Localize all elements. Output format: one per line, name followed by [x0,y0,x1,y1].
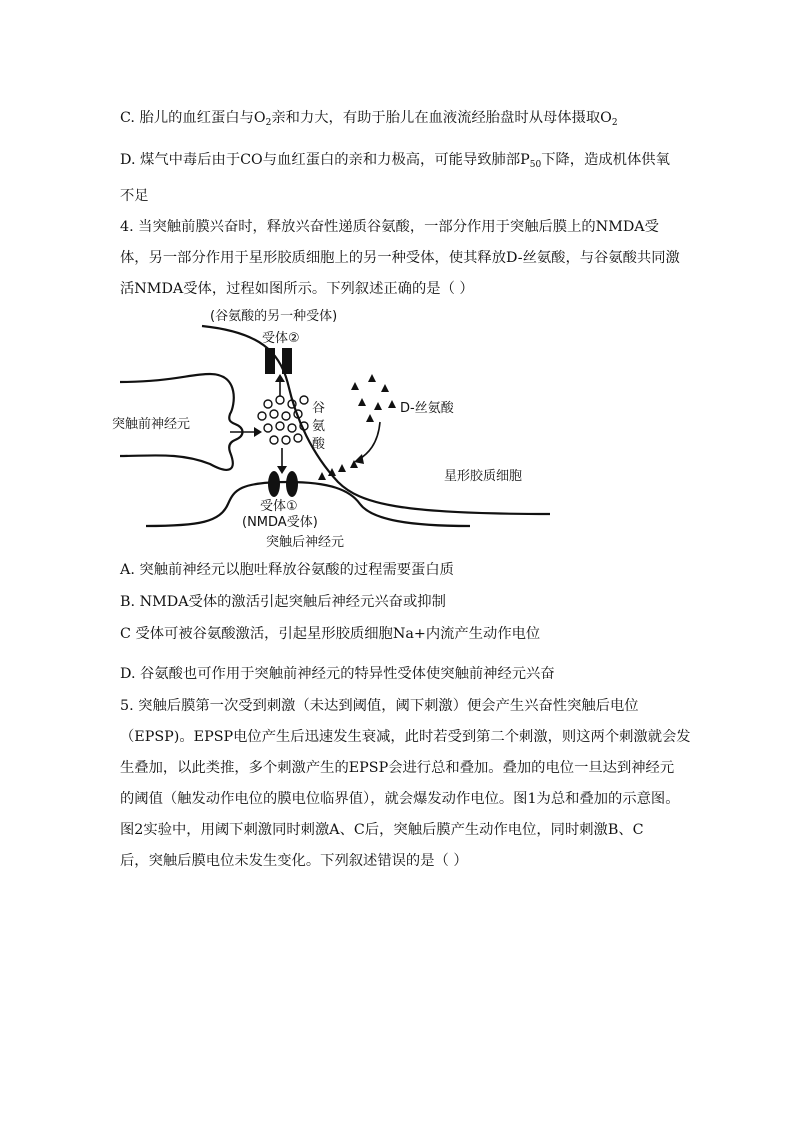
question-5-line1: 5. 突触后膜第一次受到刺激（未达到阈值，阈下刺激）便会产生兴奋性突触后电位 [120,698,639,714]
option-d-prev-line2: 不足 [120,188,149,204]
question-5-line2: （EPSP)。EPSP电位产生后迅速发生衰减，此时若受到第二个刺激，则这两个刺激就会发 [120,729,691,745]
label-glu-2: 氨 [312,419,326,434]
question-5-line4: 的阈值（触发动作电位的膜电位临界值），就会爆发动作电位。图1为总和叠加的示意图。 [120,791,680,807]
label-d-serine: D-丝氨酸 [400,401,454,416]
arrow-heads [254,374,364,474]
question-4-line1: 4. 当突触前膜兴奋时，释放兴奋性递质谷氨酸，一部分作用于突触后膜上的NMDA受 [120,219,659,235]
label-postsynaptic-neuron: 突触后神经元 [266,535,345,550]
label-receptor-1: 受体① [260,499,298,514]
arrows [230,380,380,468]
option-4a: A. 突触前神经元以胞吐释放谷氨酸的过程需要蛋白质 [120,562,454,578]
synapse-diagram [110,304,550,554]
label-glu-3: 酸 [312,437,326,452]
receptor-1-left [268,471,280,497]
label-astrocyte: 星形胶质细胞 [444,469,523,484]
option-4d: D. 谷氨酸也可作用于突触前神经元的特异性受体使突触前神经元兴奋 [120,666,555,682]
question-4-line2: 体，另一部分作用于星形胶质细胞上的另一种受体，使其释放D-丝氨酸，与谷氨酸共同激 [120,250,680,266]
label-presynaptic-neuron: 突触前神经元 [112,417,191,432]
question-5-line6: 后，突触后膜电位未发生变化。下列叙述错误的是（ ） [120,853,468,869]
option-4b: B. NMDA受体的激活引起突触后神经元兴奋或抑制 [120,594,446,610]
astrocyte-membrane [202,326,550,514]
receptor-2-right [282,348,292,374]
label-glu-1: 谷 [312,401,326,416]
label-nmda-receptor: (NMDA受体) [242,515,318,530]
option-d-prev-line1: D. 煤气中毒后由于CO与血红蛋白的亲和力极高，可能导致肺部$P_{50}$下降，造成机体供氧 [120,152,670,170]
question-4-line3: 活NMDA受体，过程如图所示。下列叙述正确的是（ ） [120,281,474,297]
receptor-2-left [265,348,275,374]
question-5-line5: 图2实验中，用阈下刺激同时刺激A、C后，突触后膜产生动作电位，同时刺激B、C [120,822,644,838]
receptor-1-right [286,471,298,497]
label-receptor-2: 受体② [262,331,300,346]
question-5-line3: 生叠加，以此类推，多个刺激产生的EPSP会进行总和叠加。叠加的电位一旦达到神经元 [120,760,675,776]
option-c-prev: C. 胎儿的血红蛋白与$O_2$亲和力大，有助于胎儿在血液流经胎盘时从母体摄取$O_2$ [120,110,618,128]
synapse-figure [110,304,550,554]
option-4c: C 受体可被谷氨酸激活，引起星形胶质细胞Na+内流产生动作电位 [120,626,541,642]
glutamate-vesicles [258,396,308,444]
d-serine-triangles [318,374,396,480]
label-other-receptor: (谷氨酸的另一种受体) [210,309,338,324]
